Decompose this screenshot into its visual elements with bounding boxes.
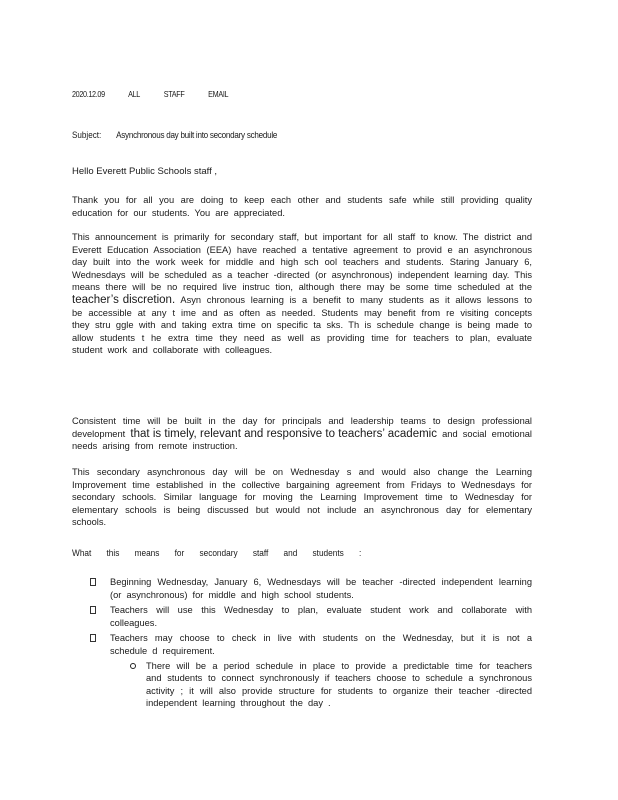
bullet-box-icon [90, 606, 96, 614]
subject-line [72, 130, 277, 140]
list-item [90, 576, 532, 601]
header-to: ALL [128, 89, 140, 99]
subject-value: Asynchronous day built into secondary schedule [116, 130, 278, 140]
paragraph-pd-emphasis: that is timely, relevant and responsive to teachers’ academic [130, 427, 437, 440]
list-item [90, 604, 532, 629]
bullet-list [90, 576, 532, 713]
what-this-means-heading: What this means for secondary staff and students : [72, 548, 362, 558]
bullet-box-icon [90, 634, 96, 642]
paragraph-pd-part1: Consistent time will be built in the day for principals and leadership teams to design professional development [72, 416, 532, 439]
sub-bullet-text: There will be a period schedule in place to provide a predictable time for teachers and students to connect synchronously if teachers choose to schedule a synchronous activity ; it will also provide structure for students to organize their teacher -directed independent learning throughout the day . [146, 660, 532, 709]
bullet-text: Teachers will use this Wednesday to plan, evaluate student work and collaborate with colleagues. [110, 605, 532, 628]
header-staff: STAFF [163, 89, 185, 99]
list-item [90, 632, 532, 710]
paragraph-announcement-part2: Asyn chronous learning is a benefit to many students as it allows lessons to be accessible at any t ime and as often as needed. Students may benefit from re visiting concepts they stru ggle with and taking extra time on specific ta sks. Th is schedule change is being made to allow students t he extra time they need as well as providing time for teachers to plan, evaluate student work and collaborate with colleagues. [72, 294, 532, 356]
email-header [72, 89, 250, 99]
greeting: Hello Everett Public Schools staff , [72, 166, 218, 177]
bullet-text: Teachers may choose to check in live with students on the Wednesday, but it is not a schedule d requirement. [110, 633, 532, 656]
circle-bullet-icon [130, 663, 136, 669]
sub-list-item [130, 660, 532, 710]
bullet-box-icon [90, 578, 96, 586]
paragraph-thanks: Thank you for all you are doing to keep each other and students safe while still providing quality education for our students. You are appreciated. [72, 195, 532, 218]
header-type: EMAIL [208, 89, 229, 99]
paragraph-announcement [72, 231, 532, 357]
paragraph-pd-part2: and social emotional needs arising from remote instruction. [72, 428, 532, 452]
paragraph-announcement-emphasis: teacher’s discretion. [72, 293, 176, 306]
paragraph-wednesday-schedule: This secondary asynchronous day will be on Wednesday s and would also change the Learning Improvement time established in the collective bargaining agreement from Fridays to Wednesdays for secondary schools. Similar language for moving the Learning Improvement time to Wednesday for elementary schools is being discussed but would not include an asynchronous day for elementary schools. [72, 467, 532, 528]
paragraph-professional-development [72, 415, 532, 453]
header-date: 2020.12.09 [72, 89, 105, 99]
bullet-text: Beginning Wednesday, January 6, Wednesdays will be teacher -directed independent learning (or asynchronous) for middle and high school students. [110, 577, 532, 600]
subject-label: Subject: [72, 130, 102, 140]
paragraph-announcement-part1: This announcement is primarily for secondary staff, but important for all staff to know. The district and Everett Education Association (EEA) have reached a tentative agreement to provid e an asynchronous day built into the work week for middle and high sch ool teachers and students. Staring January 6, Wednesdays will be scheduled as a teacher -directed (or asynchronous) independent learning day. This means there will be no required live instruc tion, although there may be some time scheduled at the [72, 232, 532, 293]
